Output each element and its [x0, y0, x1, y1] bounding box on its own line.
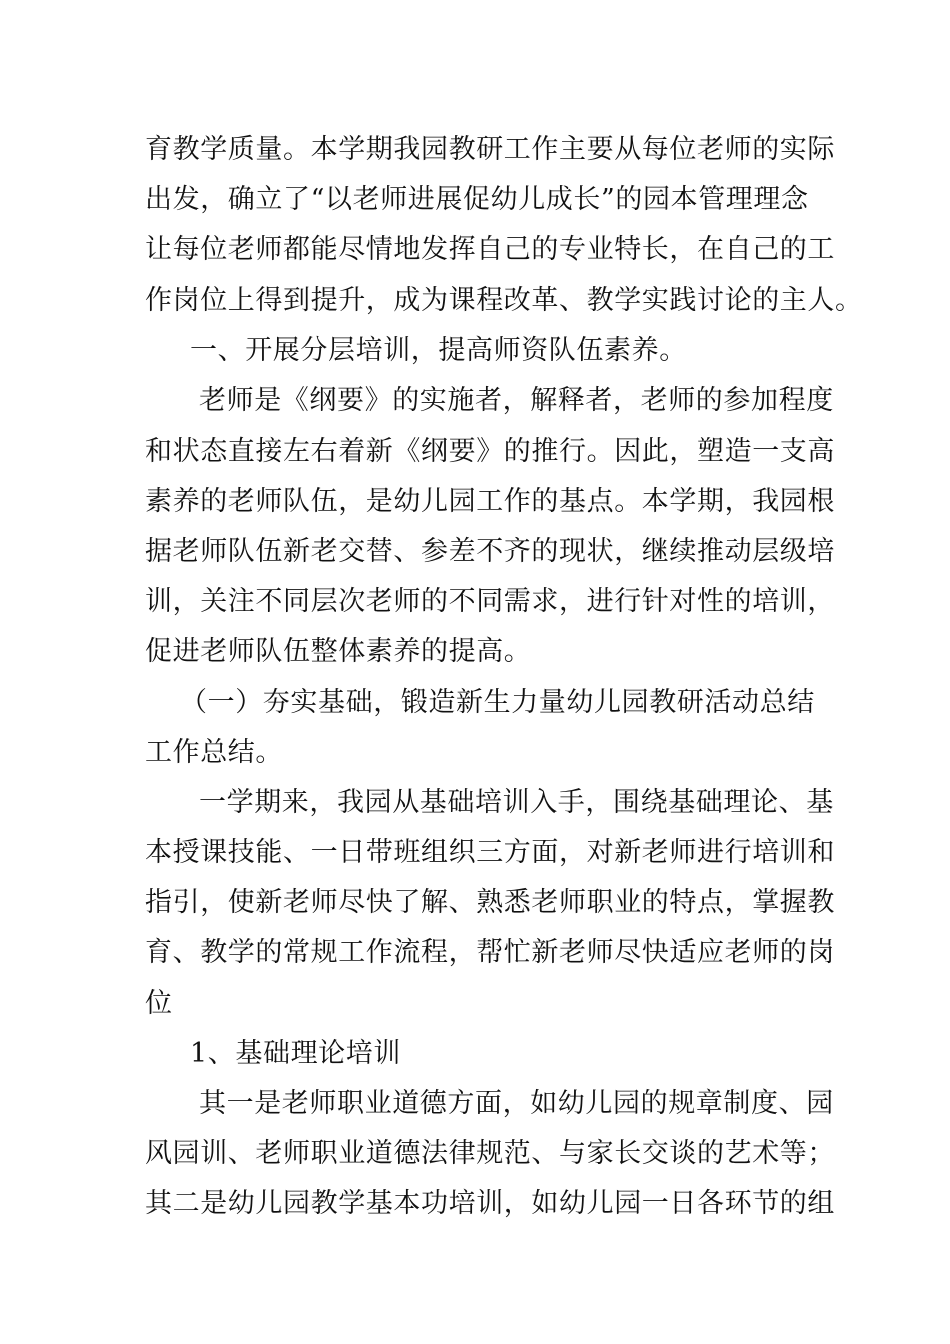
text-line: 促进老师队伍整体素养的提高。	[145, 636, 532, 667]
section-heading: 一、开展分层培训，提高师资队伍素养。	[190, 335, 687, 366]
text-line: 训，关注不同层次老师的不同需求，进行针对性的培训，	[145, 586, 835, 617]
text-line: 让每位老师都能尽情地发挥自己的专业特长，在自己的工	[145, 234, 835, 265]
text-line: 其二是幼儿园教学基本功培训，如幼儿园一日各环节的组	[145, 1188, 835, 1219]
text-line: 据老师队伍新老交替、参差不齐的现状，继续推动层级培	[145, 536, 835, 567]
text-line: 素养的老师队伍，是幼儿园工作的基点。本学期，我园根	[145, 486, 835, 517]
subsection-heading: （一）夯实基础，锻造新生力量幼儿园教研活动总结	[180, 687, 815, 718]
text-line: 育、教学的常规工作流程，帮忙新老师尽快适应老师的岗	[145, 937, 835, 968]
text-line: 作岗位上得到提升，成为课程改革、教学实践讨论的主人。	[145, 285, 863, 316]
text-line: 其一是老师职业道德方面，如幼儿园的规章制度、园	[199, 1088, 834, 1119]
text-line: 指引，使新老师尽快了解、熟悉老师职业的特点，掌握教	[145, 887, 835, 918]
text-line: 老师是《纲要》的实施者，解释者，老师的参加程度	[199, 385, 834, 416]
text-line: 风园训、老师职业道德法律规范、与家长交谈的艺术等；	[145, 1138, 835, 1169]
text-line: 一学期来，我园从基础培训入手，围绕基础理论、基	[199, 787, 834, 818]
text-line: 本授课技能、一日带班组织三方面，对新老师进行培训和	[145, 837, 835, 868]
text-line: 出发，确立了“以老师进展促幼儿成长”的园本管理理念	[145, 184, 809, 215]
text-line: 工作总结。	[145, 737, 283, 768]
text-line: 位	[145, 988, 173, 1019]
item-heading: 1、基础理论培训	[190, 1038, 401, 1069]
text-line: 和状态直接左右着新《纲要》的推行。因此，塑造一支高	[145, 436, 835, 467]
text-line: 育教学质量。本学期我园教研工作主要从每位老师的实际	[145, 134, 835, 165]
